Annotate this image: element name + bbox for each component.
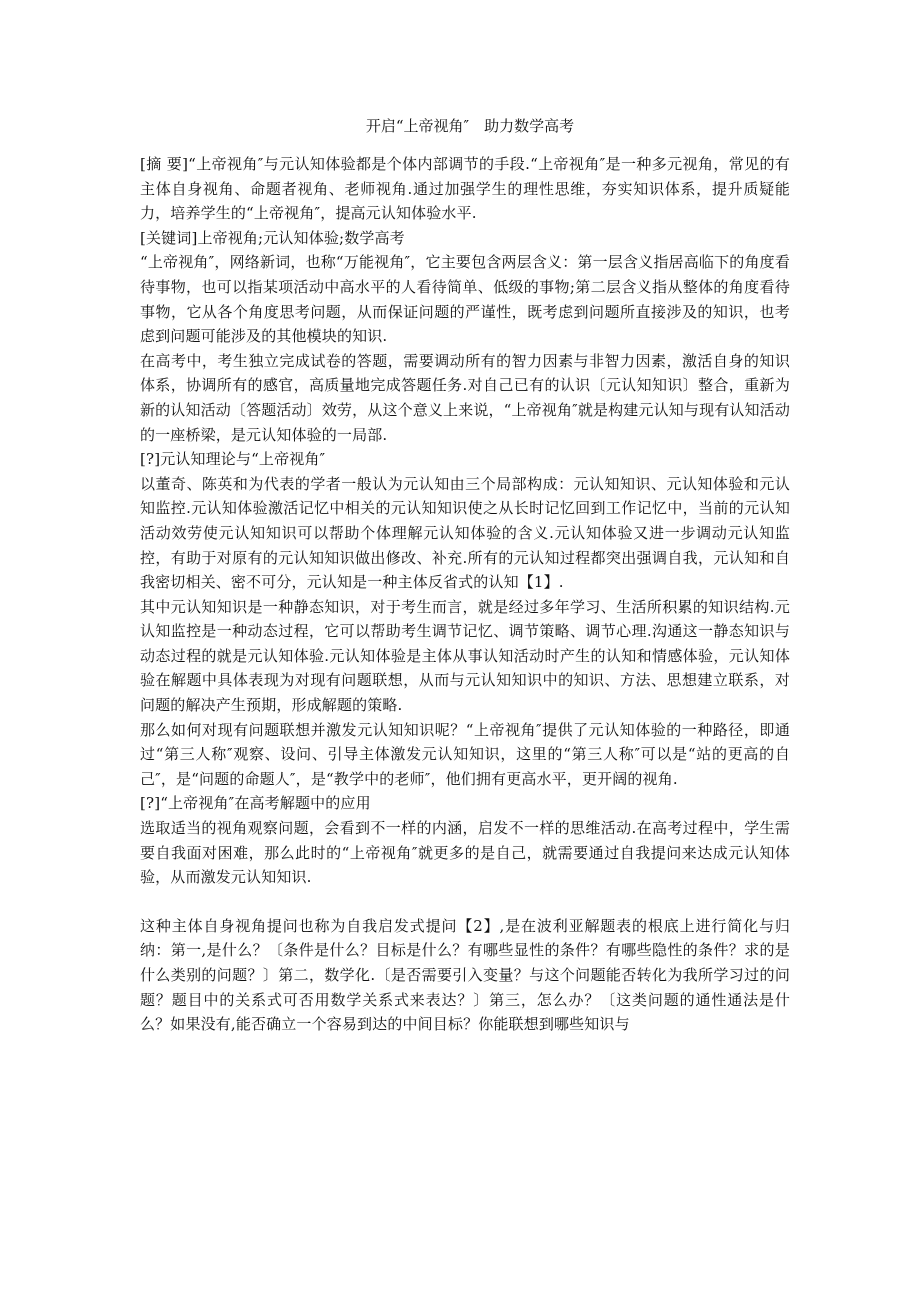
section-heading: [?]“上帝视角″在高考解题中的应用: [140, 794, 371, 813]
keywords-paragraph: [关键词]上帝视角;元认知体验;数学高考: [140, 228, 405, 247]
body-paragraph: 以董奇、陈英和为代表的学者一般认为元认知由三个局部构成：元认知知识、元认知体验和元认知监控.元认知体验激活记忆中相关的元认知知识使之从长时记忆回到工作记忆中，当前的元认知活动效劳使元认知知识可以帮助个体理解元认知体验的含义.元认知体验又进一步调动元认知监控，有助于对原有的元认知知识做出修改、补充.所有的元认知过程都突出强调自我，元认知和自我密切相关、密不可分，元认知是一种主体反省式的认知【1】.: [140, 474, 790, 592]
section-heading: [?]元认知理论与“上帝视角″: [140, 450, 326, 469]
document-title: 开启“上帝视角″ 助力数学高考: [365, 117, 575, 135]
body-paragraph: “上帝视角″，网络新词，也称“万能视角″，它主要包含两层含义：第一层含义指居高临下的角度看待事物，也可以指某项活动中高水平的人看待简单、低级的事物;第二层含义指从整体的角度看待事物，它从各个角度思考问题，从而保证问题的严谨性，既考虑到问题所直接涉及的知识，也考虑到问题可能涉及的其他模块的知识.: [140, 253, 790, 346]
document-body: [140, 152, 790, 1037]
body-paragraph: 这种主体自身视角提问也称为自我启发式提问【2】,是在波利亚解题表的根底上进行简化与归纳：第一,是什么？〔条件是什么？目标是什么？有哪些显性的条件？有哪些隐性的条件？求的是什么类别的问题？〕第二，数学化.〔是否需要引入变量？与这个问题能否转化为我所学习过的问题？题目中的关系式可否用数学关系式来表达？〕第三，怎么办？〔这类问题的通性通法是什么？如果没有,能否确立一个容易到达的中间目标？你能联想到哪些知识与: [140, 916, 790, 1034]
body-paragraph: 在高考中，考生独立完成试卷的答题，需要调动所有的智力因素与非智力因素，激活自身的知识体系，协调所有的感官，高质量地完成答题任务.对自己已有的认识〔元认知知识〕整合，重新为新的认知活动〔答题活动〕效劳，从这个意义上来说，“上帝视角″就是构建元认知与现有认知活动的一座桥梁，是元认知体验的一局部.: [140, 351, 790, 444]
body-paragraph: 选取适当的视角观察问题，会看到不一样的内涵，启发不一样的思维活动.在高考过程中，学生需要自我面对困难，那么此时的“上帝视角″就更多的是自己，就需要通过自我提问来达成元认知体验，从而激发元认知知识.: [140, 819, 790, 887]
body-paragraph: 那么如何对现有问题联想并激发元认知知识呢？“上帝视角″提供了元认知体验的一种路径，即通过“第三人称″观察、设问、引导主体激发元认知知识，这里的“第三人称″可以是“站的更高的自己″，是“问题的命题人″，是“教学中的老师″，他们拥有更高水平，更开阔的视角.: [140, 720, 790, 788]
abstract-paragraph: [摘 要]“上帝视角″与元认知体验都是个体内部调节的手段.“上帝视角″是一种多元视角，常见的有主体自身视角、命题者视角、老师视角.通过加强学生的理性思维，夯实知识体系，提升质疑能力，培养学生的“上帝视角″，提高元认知体验水平.: [140, 155, 790, 223]
body-paragraph: 其中元认知知识是一种静态知识，对于考生而言，就是经过多年学习、生活所积累的知识结构.元认知监控是一种动态过程，它可以帮助考生调节记忆、调节策略、调节心理.沟通这一静态知识与动态过程的就是元认知体验.元认知体验是主体从事认知活动时产生的认知和情感体验，元认知体验在解题中具体表现为对现有问题联想，从而与元认知知识中的知识、方法、思想建立联系，对问题的解决产生预期，形成解题的策略.: [140, 597, 790, 715]
